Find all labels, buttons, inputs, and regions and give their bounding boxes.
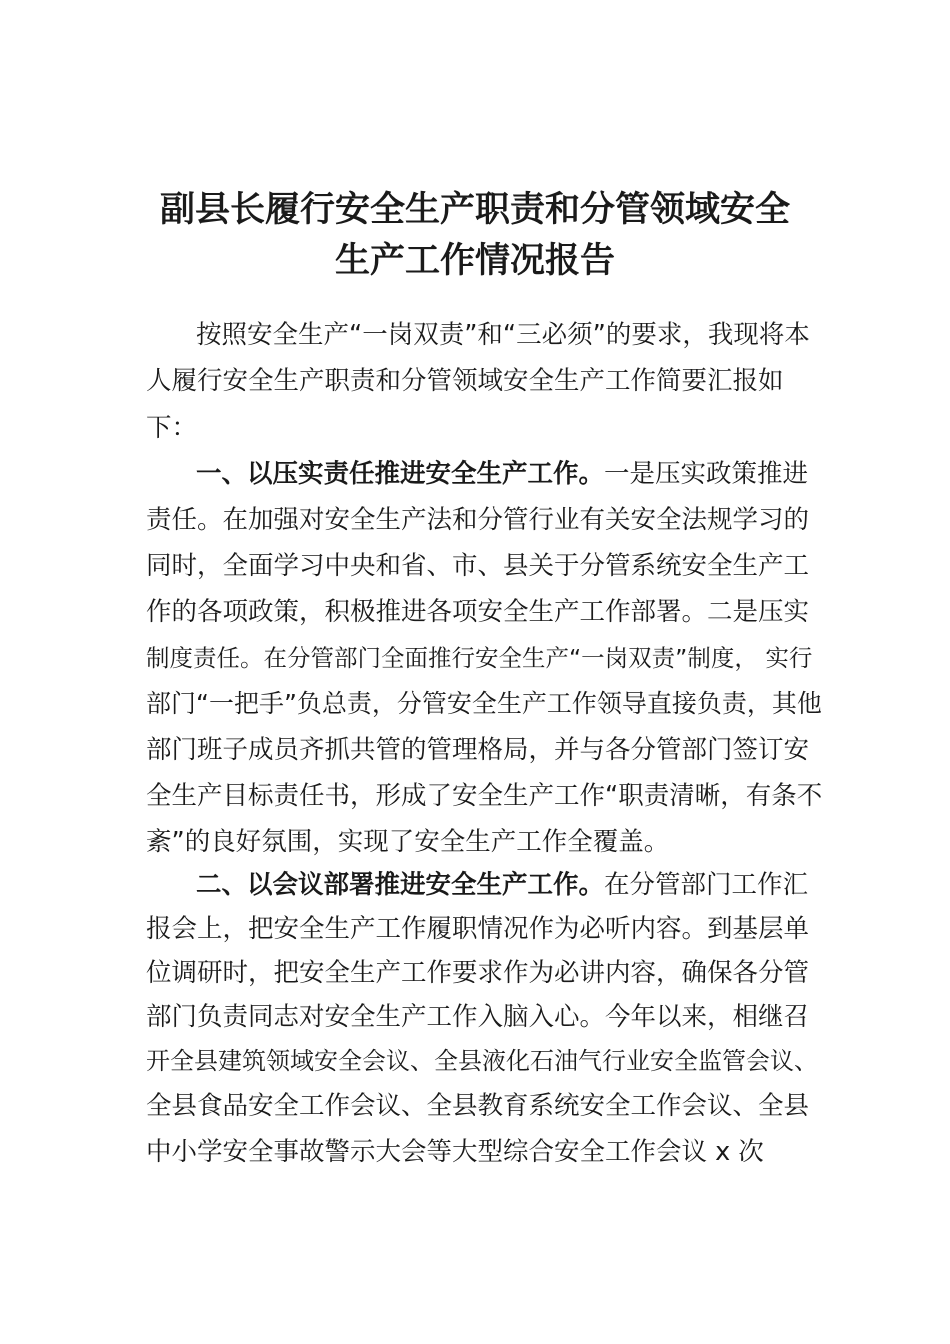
body-line	[146, 958, 809, 988]
body-line	[146, 827, 669, 857]
body-text: 人履行安全生产职责和分管领域安全生产工作简要汇报如	[146, 366, 784, 396]
body-line	[196, 320, 810, 350]
body-line	[146, 505, 809, 535]
body-text: 在分管部门工作汇	[604, 870, 809, 900]
body-text: 报会上，把安全生产工作履职情况作为必听内容。到基层单	[146, 914, 810, 944]
body-line	[146, 551, 809, 581]
body-line	[146, 689, 822, 719]
section-2-heading-line	[196, 870, 808, 900]
body-line	[146, 735, 809, 765]
body-text: 开全县建筑领域安全会议、全县液化石油气行业安全监管会议、	[146, 1047, 818, 1075]
body-text: 一是压实政策推进	[604, 459, 809, 489]
body-line	[146, 1002, 809, 1032]
body-line	[146, 781, 822, 811]
body-line	[146, 597, 809, 627]
body-text: 部门班子成员齐抓共管的管理格局，并与各分管部门签订安	[146, 735, 810, 765]
body-line	[146, 1091, 809, 1121]
body-line	[146, 914, 809, 944]
body-line	[146, 1046, 818, 1076]
body-text: 部门“一把手”负总责，分管安全生产工作领导直接负责，其他	[146, 689, 822, 718]
body-text: 制度责任。在分管部门全面推行安全生产“一岗双责”制度， 实行	[146, 644, 813, 672]
body-text: 责任。在加强对安全生产法和分管行业有关安全法规学习的	[146, 505, 810, 535]
document-title-line-1: 副县长履行安全生产职责和分管领域安全	[159, 190, 790, 230]
body-text: 下：	[146, 413, 198, 443]
body-text: 部门负责同志对安全生产工作入脑入心。今年以来，相继召	[146, 1002, 810, 1032]
body-text: 紊”的良好氛围，实现了安全生产工作全覆盖。	[146, 827, 670, 857]
section-1-heading: 一、以压实责任推进安全生产工作。	[196, 459, 605, 489]
body-line	[146, 1137, 764, 1167]
body-text: 位调研时，把安全生产工作要求作为必讲内容，确保各分管	[146, 958, 810, 988]
section-1-heading-line	[196, 459, 808, 489]
section-2-heading: 二、以会议部署推进安全生产工作。	[196, 870, 605, 900]
document-title-line-2: 生产工作情况报告	[334, 241, 615, 281]
body-text: 作的各项政策，积极推进各项安全生产工作部署。二是压实	[146, 597, 810, 627]
body-text: 同时，全面学习中央和省、市、县关于分管系统安全生产工	[146, 551, 810, 581]
body-line	[146, 643, 812, 673]
body-line	[146, 413, 197, 443]
body-text: 中小学安全事故警示大会等大型综合安全工作会议 x 次	[146, 1137, 764, 1167]
body-line	[146, 366, 784, 396]
body-text: 全县食品安全工作会议、全县教育系统安全工作会议、全县	[146, 1091, 810, 1121]
body-text: 按照安全生产“一岗双责”和“三必须”的要求，我现将本	[196, 320, 810, 350]
body-text: 全生产目标责任书，形成了安全生产工作“职责清晰，有条不	[146, 781, 823, 811]
